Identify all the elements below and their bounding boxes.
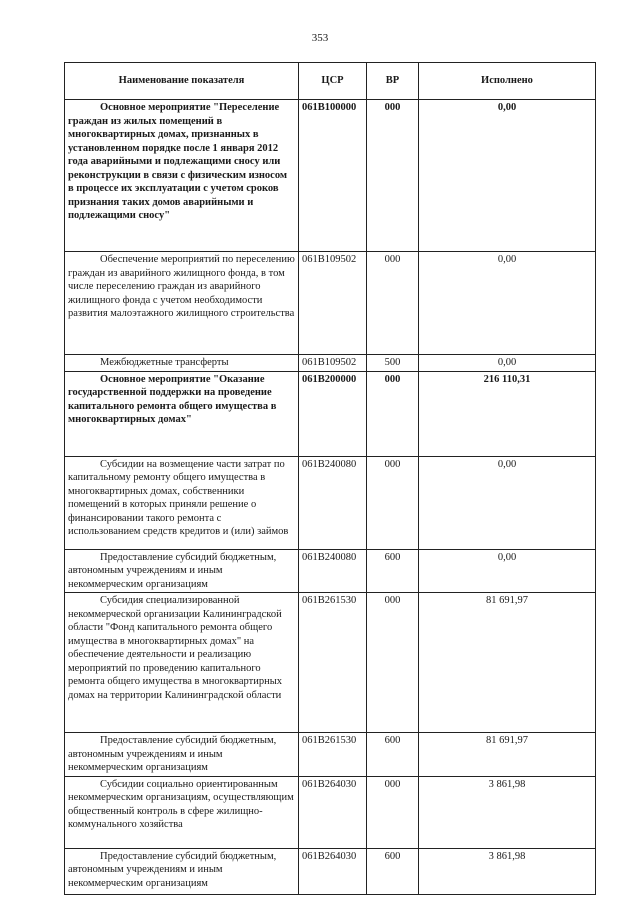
row-vr-cell: 500 xyxy=(367,355,419,372)
row-name-cell: Предоставление субсидий бюджетным, автономным учреждениям и иным некоммерческим организациям xyxy=(65,549,299,593)
row-csr-cell: 061B100000 xyxy=(299,100,367,252)
row-csr-cell: 061B264030 xyxy=(299,848,367,894)
row-vr-cell: 000 xyxy=(367,252,419,355)
row-executed-cell: 0,00 xyxy=(419,549,596,593)
budget-table xyxy=(64,62,596,895)
header-vr: ВР xyxy=(367,63,419,100)
table-row xyxy=(65,733,596,777)
row-csr-cell: 061B261530 xyxy=(299,733,367,777)
page-number: 353 xyxy=(311,32,329,44)
table-row xyxy=(65,593,596,733)
row-name-cell: Предоставление субсидий бюджетным, автономным учреждениям и иным некоммерческим организациям xyxy=(65,733,299,777)
row-csr-cell: 061B200000 xyxy=(299,371,367,456)
row-name-cell: Предоставление субсидий бюджетным, автономным учреждениям и иным некоммерческим организациям xyxy=(65,848,299,894)
row-executed-cell: 0,00 xyxy=(419,100,596,252)
row-name-cell: Субсидия специализированной некоммерческой организации Калининградской области "Фонд капитального ремонта общего имущества в многоквартирных домах" на обеспечение деятельности и реализацию мероприятий по проведению капитального ремонта общего имущества в многоквартирных домах на территории Калининградской области xyxy=(65,593,299,733)
table-row xyxy=(65,252,596,355)
row-executed-cell: 3 861,98 xyxy=(419,776,596,848)
row-executed-cell: 0,00 xyxy=(419,456,596,549)
row-vr-cell: 600 xyxy=(367,733,419,777)
row-csr-cell: 061B264030 xyxy=(299,776,367,848)
row-vr-cell: 000 xyxy=(367,456,419,549)
row-executed-cell: 0,00 xyxy=(419,252,596,355)
row-vr-cell: 600 xyxy=(367,848,419,894)
table-row xyxy=(65,848,596,894)
row-name-cell: Субсидии социально ориентированным некоммерческим организациям, осуществляющим общественный контроль в сфере жилищно-коммунального хозяйства xyxy=(65,776,299,848)
row-vr-cell: 000 xyxy=(367,776,419,848)
row-executed-cell: 0,00 xyxy=(419,355,596,372)
row-csr-cell: 061B109502 xyxy=(299,252,367,355)
table-row xyxy=(65,549,596,593)
row-executed-cell: 81 691,97 xyxy=(419,593,596,733)
table-row xyxy=(65,371,596,456)
row-vr-cell: 000 xyxy=(367,371,419,456)
row-vr-cell: 000 xyxy=(367,100,419,252)
table-row xyxy=(65,776,596,848)
table-header-row xyxy=(65,63,596,100)
row-name-cell: Основное мероприятие "Оказание государственной поддержки на проведение капитального ремонта общего имущества в многоквартирных домах" xyxy=(65,371,299,456)
table-row xyxy=(65,355,596,372)
row-executed-cell: 81 691,97 xyxy=(419,733,596,777)
row-csr-cell: 061B240080 xyxy=(299,549,367,593)
row-name-cell: Межбюджетные трансферты xyxy=(65,355,299,372)
table-body xyxy=(65,100,596,895)
table-row xyxy=(65,100,596,252)
row-executed-cell: 216 110,31 xyxy=(419,371,596,456)
row-csr-cell: 061B240080 xyxy=(299,456,367,549)
row-vr-cell: 600 xyxy=(367,549,419,593)
table-row xyxy=(65,456,596,549)
row-csr-cell: 061B261530 xyxy=(299,593,367,733)
row-name-cell: Основное мероприятие "Переселение граждан из жилых помещений в многоквартирных домах, признанных в установленном порядке после 1 января 2012 года аварийными и подлежащими сносу или реконструкции в связи с физическим износом в процессе их эксплуатации с учетом сроков признания таких домов аварийными и подлежащими сносу" xyxy=(65,100,299,252)
row-executed-cell: 3 861,98 xyxy=(419,848,596,894)
row-csr-cell: 061B109502 xyxy=(299,355,367,372)
row-name-cell: Субсидии на возмещение части затрат по капитальному ремонту общего имущества в многоквартирных домах, собственники помещений в которых приняли решение о финансировании такого ремонта с использованием средств кредитов и (или) займов xyxy=(65,456,299,549)
header-csr: ЦСР xyxy=(299,63,367,100)
row-name-cell: Обеспечение мероприятий по переселению граждан из аварийного жилищного фонда, в том числе переселению граждан из аварийного жилищного фонда с учетом необходимости развития малоэтажного жилищного строительства xyxy=(65,252,299,355)
header-executed: Исполнено xyxy=(419,63,596,100)
header-name: Наименование показателя xyxy=(65,63,299,100)
row-vr-cell: 000 xyxy=(367,593,419,733)
